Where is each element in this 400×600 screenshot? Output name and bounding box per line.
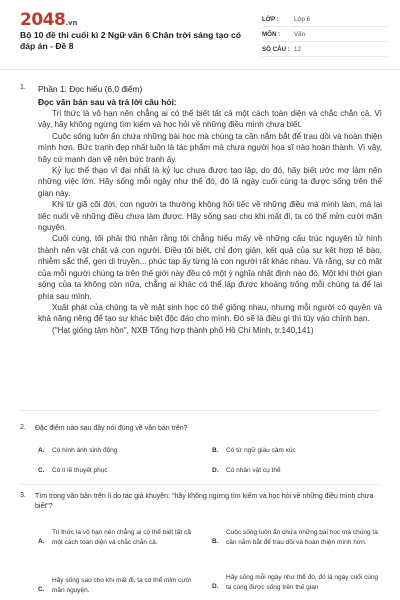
- question-number: 2.: [20, 424, 26, 431]
- option-text: Có lí lẽ thuyết phục: [52, 467, 108, 474]
- document-title: Bộ 10 đề thi cuối kì 2 Ngữ văn 6 Chân trời sáng tạo có đáp án - Đề 8: [20, 30, 242, 51]
- passage-paragraph: Xuất phát của chúng ta về mặt sinh học có thể giống nhau, nhưng mỗi người có quyền và khả năng riêng để tạo sự khác biệt độc đáo cho mình. Đó sẽ là điều gì thì tùy vào chính bạn.: [38, 302, 382, 324]
- question-divider: [20, 484, 382, 485]
- option-letter: A.: [38, 538, 45, 545]
- option-text: Hãy sống mỗi ngày như thể đó, đó là ngày cuối cùng ta cùng được sống trên thế gian: [226, 574, 379, 591]
- meta-key: MÔN :: [262, 30, 281, 38]
- option-text: Hãy sống sao cho khi mất đi, ta có thể mỉm cười mãn nguyện.: [52, 577, 192, 594]
- meta-row-count: [262, 42, 390, 57]
- question-divider: [20, 410, 382, 411]
- logo-text: 2048: [20, 10, 66, 30]
- part-title: Phần 1: Đọc hiểu (6,0 điểm): [38, 84, 143, 94]
- option-letter: C.: [38, 586, 45, 593]
- meta-key: SỐ CÂU :: [262, 45, 290, 53]
- option-letter: B.: [212, 538, 219, 545]
- passage-paragraph: Tri thức là vô hạn nên chẳng ai có thể biết tất cả một cách toàn diện và chắc chắn cả. Vì vậy, hãy không ngừng tìm kiếm và học hỏi về những điều mình chưa biết.: [38, 109, 382, 130]
- option-text: Có nhân vật cụ thể: [226, 467, 281, 474]
- option-letter: D.: [212, 583, 219, 590]
- option-letter: A.: [38, 447, 45, 454]
- exam-meta: [262, 12, 390, 57]
- meta-row-class: [262, 12, 390, 27]
- meta-value: 12: [294, 45, 301, 53]
- option-text: Cuộc sống luôn ẩn chứa những bài học mà chúng ta cần nắm bắt để trau dồi và hoàn thiện mình hơn.: [226, 529, 378, 546]
- site-logo[interactable]: [20, 10, 78, 30]
- question-text: Đặc điểm nào sau đây nói đúng về văn bản trên?: [35, 425, 188, 432]
- option-letter: D.: [212, 467, 219, 474]
- option-text: Có từ ngữ giàu cảm xúc: [226, 447, 296, 454]
- meta-value: Lớp 6: [294, 15, 311, 23]
- meta-value: Văn: [294, 30, 306, 38]
- meta-key: LỚP :: [262, 15, 279, 23]
- passage-paragraph: Cuộc sống luôn ẩn chứa những bài học mà chúng ta cần nắm bắt để trau dồi và hoàn thiện mình hơn. Bức tranh đẹp nhất luôn là tác phẩm mà chưa người họa sĩ nào hoàn thành. Vì vậy, hãy cứ mạnh dạn vẽ nên bức tranh ấy.: [38, 131, 382, 164]
- question-text: Tìm trong văn bản trên lí do tác giả khuyên: "hãy không ngừng tìm kiếm và học hỏi về những điều mình chưa biết"?: [35, 493, 374, 510]
- reading-instruction: Đọc văn bản sau và trả lời câu hỏi:: [38, 97, 177, 107]
- passage-paragraph: Cuối cùng, tôi phải thú nhận rằng tôi chẳng hiểu mấy về những cấu trúc nguyên tử hình thành nên vật chất và con người. Điều tôi biết, chỉ đơn giản, kết quả của sự kết hợp tế bào, nhiễm sắc thể, gen di truyền... phúc tạp ấy từng là con người rất khác nhau. Và rằng, sự có mặt của mỗi người chúng ta trên thế giới này đều có một ý nghĩa nhất định nào đó. Một khi thời gian sống của ta không còn nữa, chẳng ai khác có thể lấp được khoảng trống mỗi chúng ta để lại phía sau mình.: [38, 234, 382, 301]
- option-text: Có hình ảnh sinh động: [52, 447, 118, 454]
- logo-suffix: .vn: [65, 19, 78, 27]
- meta-row-subject: [262, 27, 390, 42]
- option-letter: B.: [212, 447, 219, 454]
- option-text: Tri thức là vô hạn nên chẳng ai có thể biết tất cả một cách toàn diện và chắc chắn cả.: [52, 529, 191, 546]
- page-header: [0, 0, 400, 70]
- passage-citation: ("Hạt giống tâm hồn", NXB Tổng hợp thành phố Hồ Chí Minh, tr.140,141): [52, 325, 314, 335]
- question-number: 3.: [20, 492, 26, 499]
- passage-paragraph: Khi từ giã cõi đời, con người ta thường không hối tiếc về những điều mà mình làm, mà lại tiếc nuối về những điều chưa làm được. Hãy sống sao cho khi mất đi, ta có thể mỉm cười mãn nguyện.: [38, 200, 382, 233]
- reading-passage: [38, 108, 382, 336]
- passage-paragraph: Kỷ lục thể thao vĩ đại nhất là kỷ lục chưa được tạo lập, do đó, hãy biết ước mơ làm nên những việc lớn. Hãy sống mỗi ngày như thể đó, đó là ngày cuối cùng ta được sống trên thế gian này.: [38, 166, 382, 198]
- option-letter: C.: [38, 467, 45, 474]
